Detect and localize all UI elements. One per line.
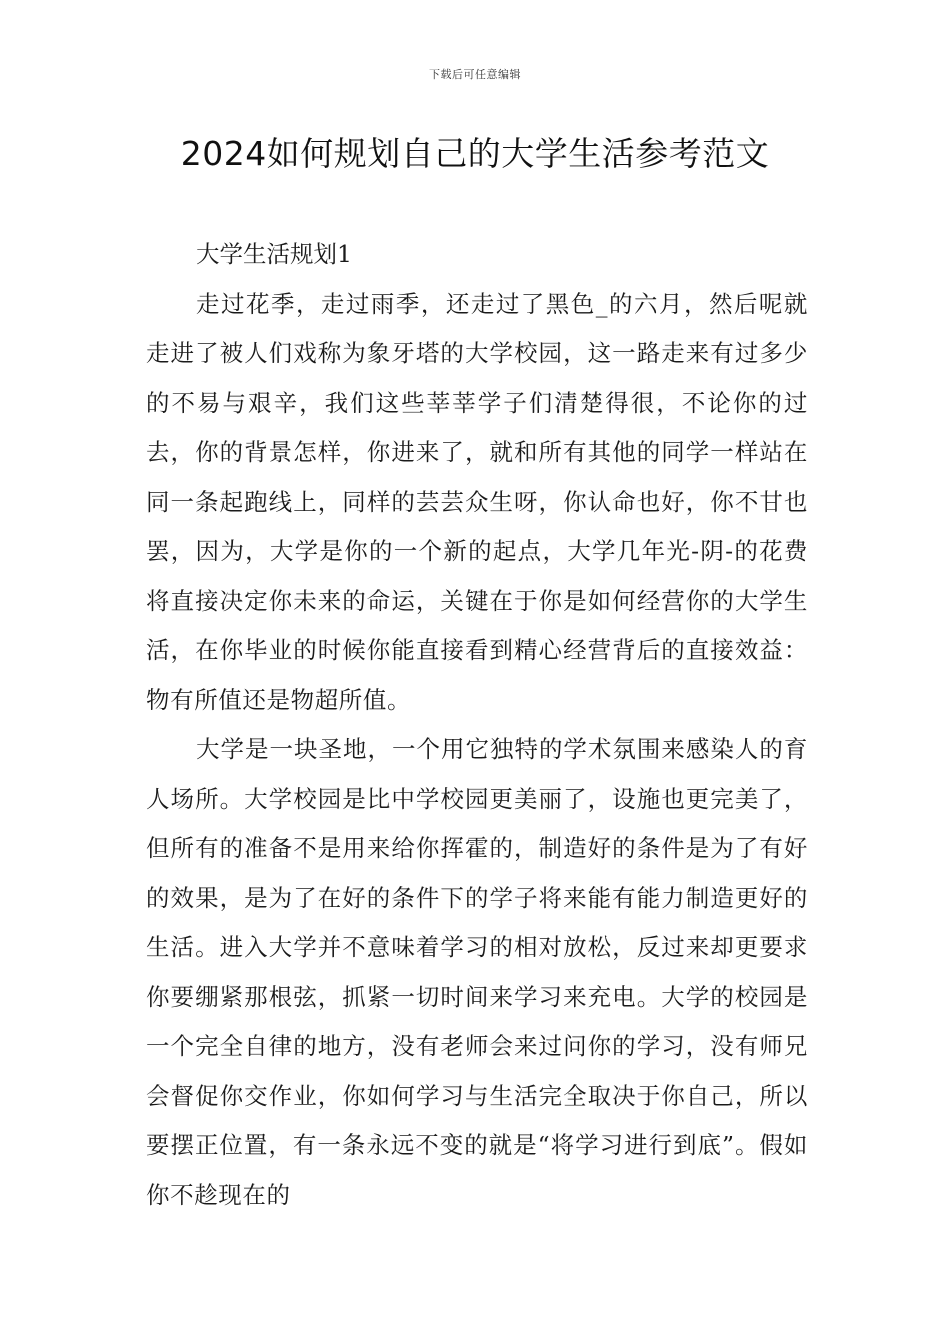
section-heading: 大学生活规划1: [196, 240, 352, 268]
document-body: [146, 230, 808, 1220]
document-title: 2024如何规划自己的大学生活参考范文: [180, 134, 770, 173]
header-note: 下载后可任意编辑: [429, 68, 521, 81]
paragraph-1: 走过花季，走过雨季，还走过了黑色_的六月，然后呢就走进了被人们戏称为象牙塔的大学校园，这一路走来有过多少的不易与艰辛，我们这些莘莘学子们清楚得很，不论你的过去，你的背景怎样，你进来了，就和所有其他的同学一样站在同一条起跑线上，同样的芸芸众生呀，你认命也好，你不甘也罢，因为，大学是你的一个新的起点，大学几年光-阴-的花费将直接决定你未来的命运，关键在于你是如何经营你的大学生活，在你毕业的时候你能直接看到精心经营背后的直接效益：物有所值还是物超所值。: [146, 289, 808, 714]
paragraph-2: 大学是一块圣地，一个用它独特的学术氛围来感染人的育人场所。大学校园是比中学校园更美丽了，设施也更完美了，但所有的准备不是用来给你挥霍的，制造好的条件是为了有好的效果，是为了在好的条件下的学子将来能有能力制造更好的生活。进入大学并不意味着学习的相对放松，反过来却更要求你要绷紧那根弦，抓紧一切时间来学习来充电。大学的校园是一个完全自律的地方，没有老师会来过问你的学习，没有师兄会督促你交作业，你如何学习与生活完全取决于你自己，所以要摆正位置，有一条永远不变的就是“将学习进行到底”。假如你不趁现在的: [146, 735, 808, 1209]
